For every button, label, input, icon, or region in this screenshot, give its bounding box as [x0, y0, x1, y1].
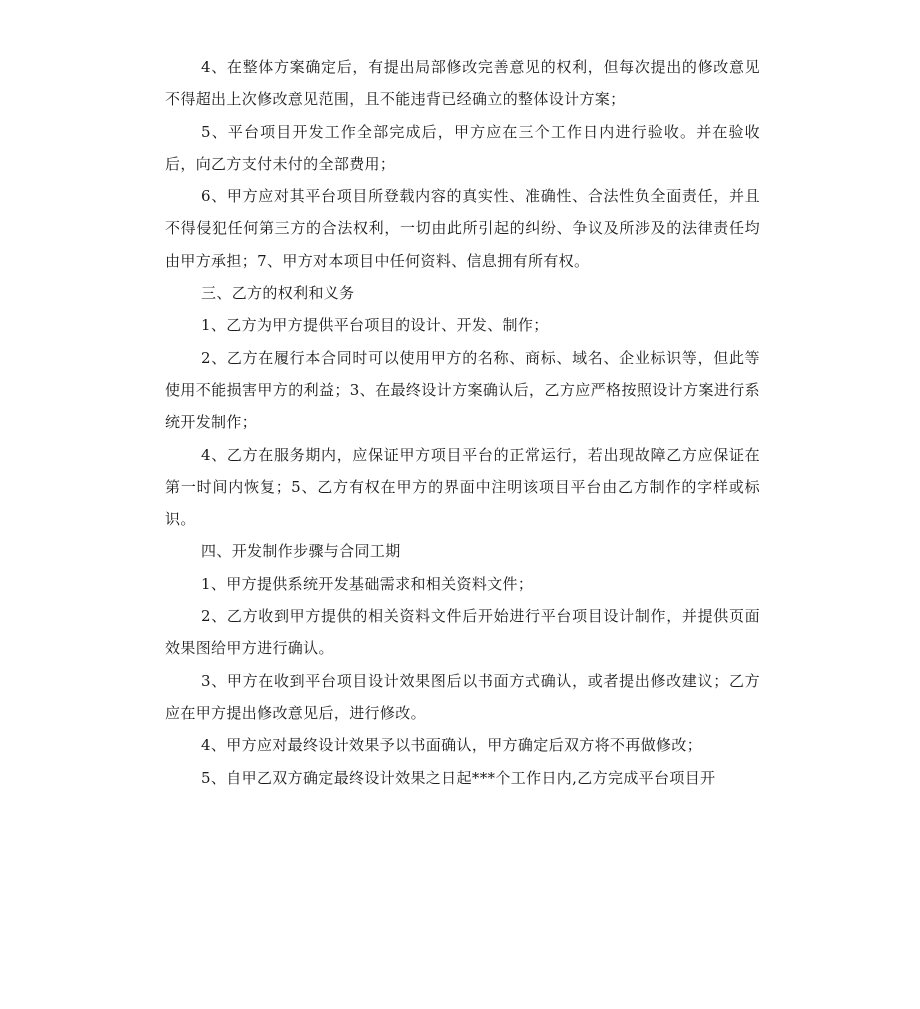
- clause-c4-final-confirmation: 4、甲方应对最终设计效果予以书面确认，甲方确定后双方将不再做修改；: [201, 736, 703, 755]
- section-heading-steps-schedule: 四、开发制作步骤与合同工期: [201, 542, 401, 561]
- document-body: [165, 51, 760, 794]
- clause-b4-b5-maintenance-attribution: 4、乙方在服务期内，应保证甲方项目平台的正常运行，若出现故障乙方应保证在第一时间内恢复；5、乙方有权在甲方的界面中注明该项目平台由乙方制作的字样或标识。: [165, 445, 760, 529]
- clause-a4-revision-rights: 4、在整体方案确定后，有提出局部修改完善意见的权利，但每次提出的修改意见不得超出上次修改意见范围，且不能违背已经确立的整体设计方案；: [165, 58, 760, 109]
- clause-c3-confirmation: 3、甲方在收到平台项目设计效果图后以书面方式确认，或者提出修改建议；乙方应在甲方提出修改意见后，进行修改。: [165, 671, 760, 722]
- clause-c5-timeline: 5、自甲乙双方确定最终设计效果之日起***个工作日内,乙方完成平台项目开: [201, 768, 716, 787]
- clause-b2-b3-usage-development: 2、乙方在履行本合同时可以使用甲方的名称、商标、域名、企业标识等，但此等使用不能损害甲方的利益；3、在最终设计方案确认后，乙方应严格按照设计方案进行系统开发制作；: [165, 348, 760, 432]
- clause-a5-acceptance: 5、平台项目开发工作全部完成后，甲方应在三个工作日内进行验收。并在验收后，向乙方支付未付的全部费用；: [165, 122, 760, 173]
- clause-c1-requirements: 1、甲方提供系统开发基础需求和相关资料文件；: [201, 574, 534, 593]
- section-heading-party-b: 三、乙方的权利和义务: [201, 284, 355, 303]
- clause-c2-design-mockup: 2、乙方收到甲方提供的相关资料文件后开始进行平台项目设计制作，并提供页面效果图给甲方进行确认。: [165, 607, 760, 658]
- clause-a6-a7-content-liability: 6、甲方应对其平台项目所登载内容的真实性、准确性、合法性负全面责任，并且不得侵犯任何第三方的合法权利，一切由此所引起的纠纷、争议及所涉及的法律责任均由甲方承担；7、甲方对本项目中任何资料、信息拥有所有权。: [165, 187, 760, 270]
- clause-b1-services: 1、乙方为甲方提供平台项目的设计、开发、制作；: [201, 316, 549, 335]
